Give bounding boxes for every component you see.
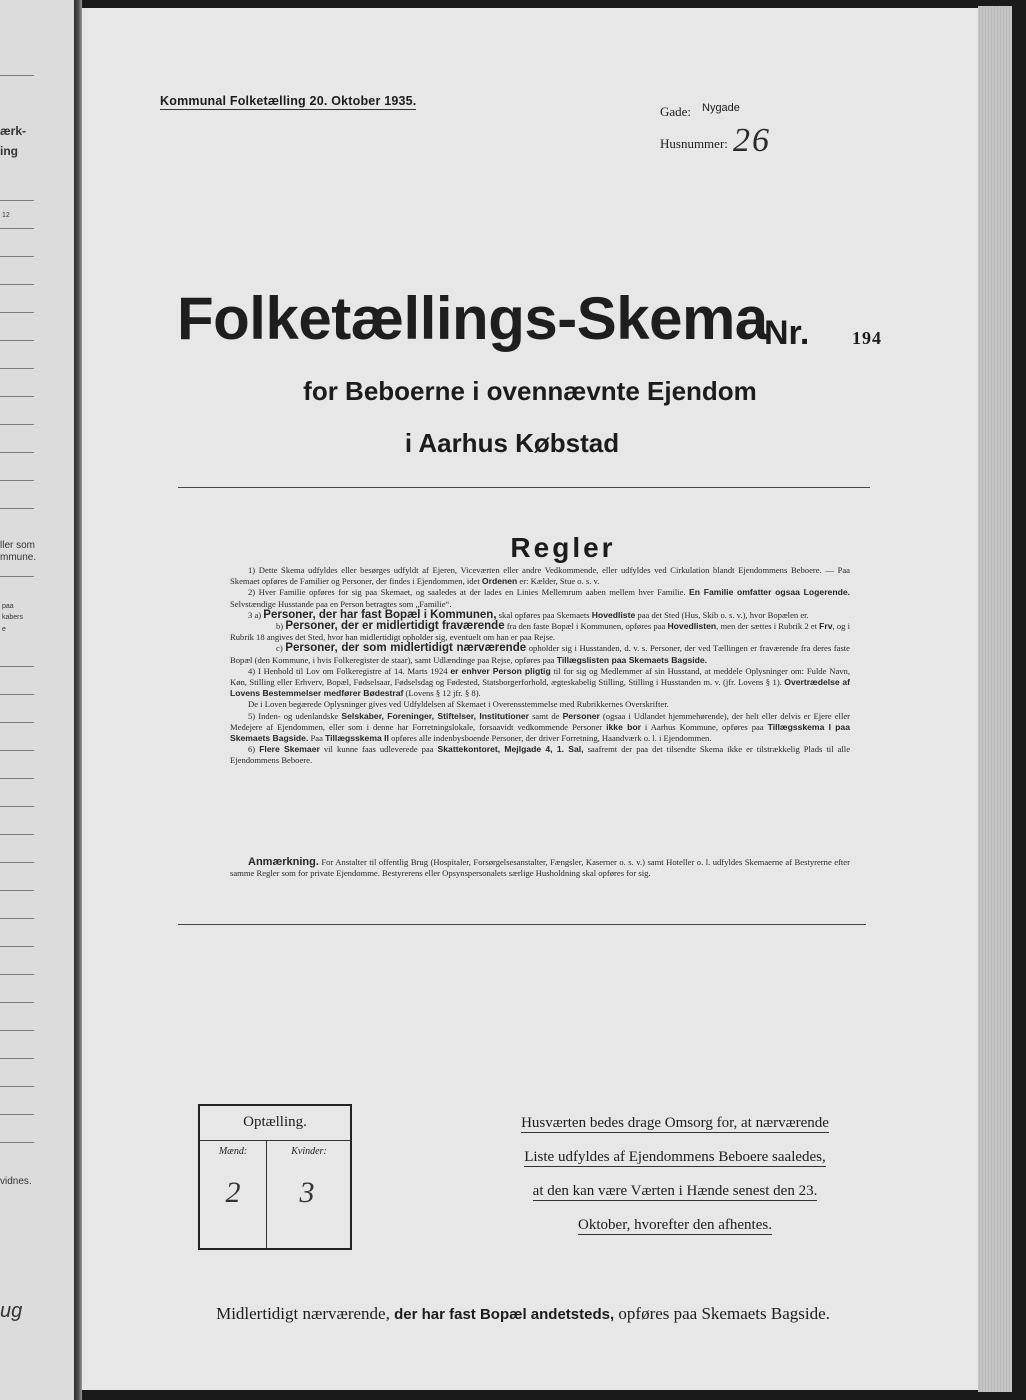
rules-text [230,565,850,767]
notice-line: Husværten bedes drage Omsorg for, at nærværende [521,1115,829,1131]
left-fragment-text: ug [0,1300,23,1322]
rules-heading: Regler [510,532,616,563]
census-header-title: Kommunal Folketælling 20. Oktober 1935. [160,94,417,108]
rule-3a: 3 a) Personer, der har fast Bopæl i Kommunen, skal opføres paa Skemaets Hovedliste paa det Sted (Hus, Skib o. s. v.), hvor Bopælen er. [248,608,809,621]
divider [178,487,870,488]
anmaerkning-note [230,857,850,879]
kvinder-count: 3 [299,1176,315,1209]
left-page-fragment [0,0,78,1400]
notice-line: Liste udfyldes af Ejendommens Beboere saaledes, [524,1149,826,1165]
form-number-value: 194 [852,328,882,348]
page-edges [978,6,1012,1392]
husnummer-value: 26 [733,122,771,159]
rule-5: 5) Inden- og udenlandske Selskaber, Foreninger, Stiftelser, Institutioner samt de Personer (ogsaa i Udlandet hjemmehørende), der helt eller delvis er Ejere eller Medejere af Ejendommen, eller som i denne har Forretningslokale, forsaavidt vedkommende Personer ikke bor i Aarhus Kommune, opføres paa Tillægsskema I paa Skemaets Bagside. Paa Tillægsskema II opføres alle indenbysboende Personer, der driver Forretning, Haandværk o. l. i Ejendommen. [230,710,851,744]
notice-line: at den kan være Værten i Hænde senest den 23. [532,1183,818,1199]
form-number-label: Nr. [764,314,810,352]
form-main-title: Folketællings-Skema [177,285,768,352]
left-fragment-text: paa [2,603,14,610]
anmaerkning-text: For Anstalter til offentlig Brug (Hospitaler, Forsørgelsesanstalter, Fængsler, Kaserner o. s. v.) samt Hoteller o. l. udfyldes Skemaerne af Bestyrerne efter samme Regler som for private Ejendomme. Bestyrerens eller Opsynspersonalets særlige Husholdning skal opføres for sig. [230,857,850,879]
left-fragment-text: 12 [2,212,10,219]
rule-4: 4) I Henhold til Lov om Folkeregistre af 14. Marts 1924 er enhver Person pligtig til for sig og Medlemmer af sin Husstand, at meddele Oplysninger om: Fulde Navn, Køn, Stilling eller Erhverv, Bopæl, Fødselsaar, Fødselsdag og Fødested, Statsborgerforhold, ægteskabelig Stilling, Stilling i Husstanden m. v. (jfr. Lovens § 1). Overtrædelse af Lovens Bestemmelser medfører Bødestraf (Lovens § 12 jfr. § 8). [230,665,851,699]
rule-3b: b) Personer, der er midlertidigt fraværende fra den faste Bopæl i Kommunen, opføres paa Hovedlisten, men der sættes i Rubrik 2 et Frv, og i Rubrik 18 angives det Sted, hvor han midlertidigt opholder sig, eventuelt om han er paa Rejse. [230,620,850,643]
form-subtitle: for Beboerne i ovennævnte Ejendom [303,376,757,406]
left-fragment-text: vidnes. [0,1176,32,1187]
book-gutter [74,0,82,1400]
anmaerkning-heading: Anmærkning. [248,856,319,868]
rule-6: 6) Flere Skemaer vil kunne faas udleverede paa Skattekontoret, Mejlgade 4, 1. Sal, saafremt der paa det tilsendte Skema ikke er tilstrækkelig Plads til alle Ejendommens Beboere. [230,744,851,766]
kvinder-label: Kvinder: [291,1146,327,1157]
footer-note: Midlertidigt nærværende, der har fast Bopæl andetsteds, opføres paa Skemaets Bagside. [216,1304,830,1323]
form-subtitle-city: i Aarhus Købstad [404,428,620,458]
maend-label: Mænd: [218,1146,248,1157]
left-fragment-text: kabers [2,614,24,621]
rule-1: 1) Dette Skema udfyldes eller besørges udfyldt af Ejeren, Viceværten eller andre Vedkommende, eller udfyldes ved Cirkulation blandt Ejendommens Beboere. — Paa Skemaet opføres de Familier og Personer, der findes i Ejendommen, idet Ordenen er: Kælder, Stue o. s. v. [230,565,850,587]
divider [178,924,866,925]
landlord-notice [490,1106,860,1242]
left-fragment-text: ing [0,144,18,158]
husnummer-label: Husnummer: [660,136,728,151]
left-fragment-text: ærk- [0,124,27,138]
rule-2: 2) Hver Familie opføres for sig paa Skemaet, og saaledes at der lades en Linies Mellemrum aaben mellem hver Familie. En Familie omfatter ogsaa Logerende. Selvstændige Husstande paa en Person betragtes som „Familie“. [230,587,850,609]
left-fragment-text: e [2,626,6,633]
census-form-page [82,8,978,1390]
optaelling-title: Optælling. [243,1114,307,1130]
rule-4-note: De i Loven begærede Oplysninger gives ved Udfyldelsen af Skemaet i Overensstemmelse med Rubrikkernes Overskrifter. [248,699,669,710]
left-fragment-text: mmune. [0,552,37,563]
optaelling-box [198,1104,352,1250]
rule-3c: c) Personer, der som midlertidigt nærværende opholder sig i Husstanden, d. v. s. Personer, der ved Tællingen er fraværende fra deres faste Bopæl (den Kommune, i hvis Folkeregister de staar), samt Udlændinge paa Rejse, opføres paa Tillægslisten paa Skemaets Bagside. [230,642,850,665]
notice-line: Oktober, hvorefter den afhentes. [578,1217,772,1233]
left-fragment-text: ller som [0,540,36,551]
maend-count: 2 [225,1176,241,1209]
gade-label: Gade: [660,104,692,119]
gade-value: Nygade [702,102,740,114]
